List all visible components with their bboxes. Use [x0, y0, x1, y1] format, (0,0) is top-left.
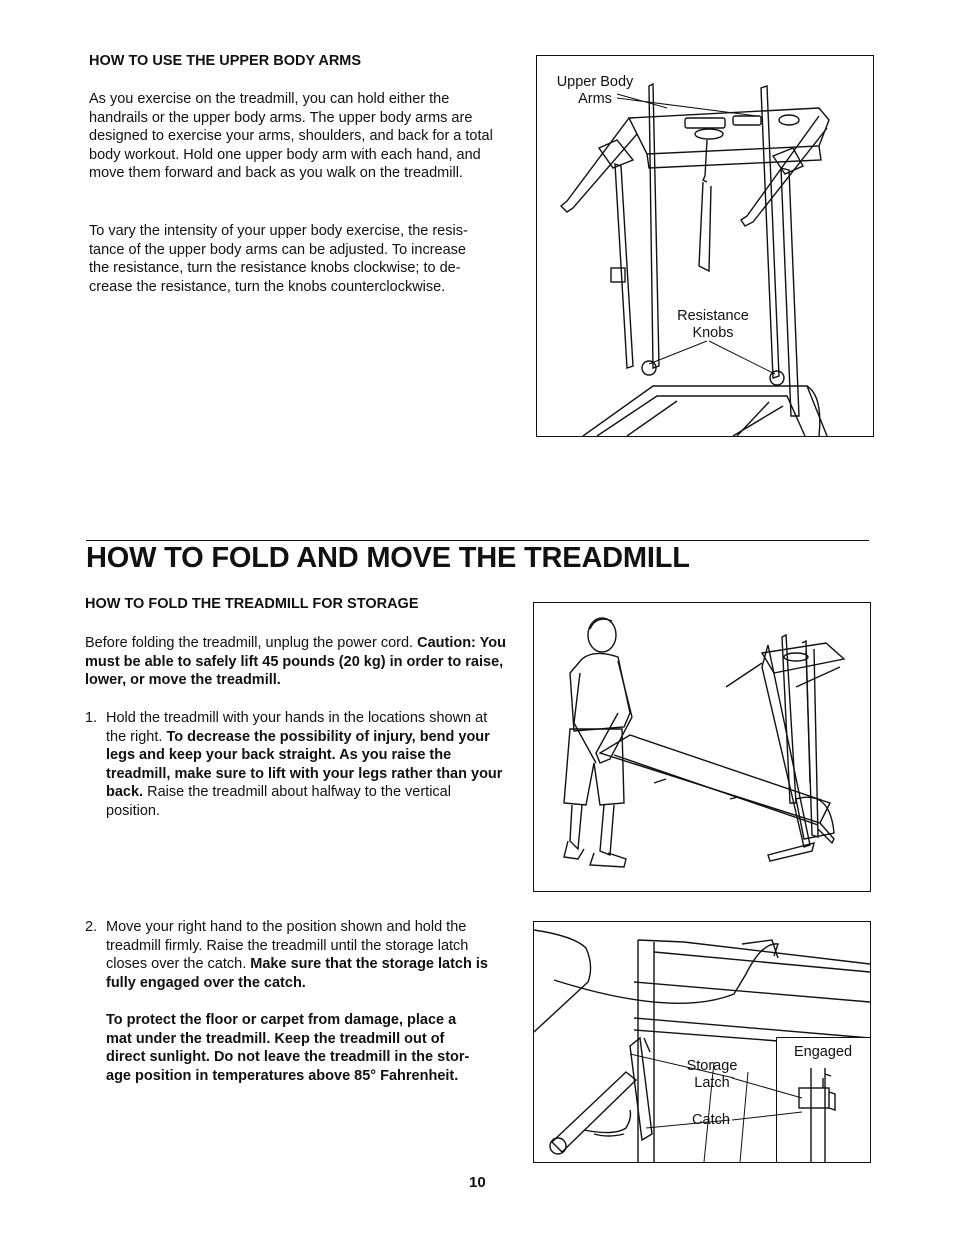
label-line: Latch [694, 1075, 730, 1091]
caution-text: Caution: You must be able to safely lift 45 pounds (20 kg) in order to raise, lower, or move the treadmill. [85, 635, 506, 689]
label-line: Resistance [677, 308, 749, 324]
paragraph-line: crease the resistance, turn the knobs counterclockwise. [89, 278, 446, 295]
step-number: 1. [85, 710, 98, 726]
label-line: Storage [686, 1058, 738, 1074]
step-warning: To decrease the possibility of injury, bend your legs and keep your back straight. As you raise the treadmill, make sure to lift with your legs rather than your back. [106, 728, 503, 801]
paragraph-line: the resistance, turn the resistance knobs clockwise; to de- [89, 260, 461, 277]
step-text: Move your right hand to the position shown and hold the treadmill firmly. Raise the treadmill until the storage latch closes over the catch. [106, 919, 469, 973]
inset-engaged [776, 1037, 871, 1163]
step-number: 2. [85, 919, 98, 935]
figure-upper-body-arms [536, 55, 874, 437]
label-line: Upper Body [556, 74, 634, 90]
note-line: To protect the floor or carpet from damage, place a [106, 1011, 457, 1028]
label-resistance-knobs [661, 308, 765, 342]
section-heading-upper-body-arms: HOW TO USE THE UPPER BODY ARMS [89, 53, 362, 69]
section-heading-fold: HOW TO FOLD THE TREADMILL FOR STORAGE [85, 596, 419, 612]
paragraph-intro [85, 634, 510, 690]
page-title: HOW TO FOLD AND MOVE THE TREADMILL [86, 542, 690, 574]
page-number: 10 [469, 1174, 486, 1191]
label-upper-body [551, 74, 639, 108]
label-engaged: Engaged [793, 1044, 853, 1060]
note-line: direct sunlight. Do not leave the treadmill in the stor- [106, 1049, 470, 1066]
label-line: Arms [578, 91, 612, 107]
paragraph-resistance [89, 222, 509, 296]
paragraph-line: To vary the intensity of your upper body exercise, the resis- [89, 223, 468, 239]
step-text: Raise the treadmill about halfway to the vertical position. [106, 784, 451, 819]
intro-text: Before folding the treadmill, unplug the power cord. [85, 635, 418, 651]
label-catch: Catch [692, 1112, 730, 1128]
note-line: age position in temperatures above 85° Fahrenheit. [106, 1067, 459, 1084]
step-1 [85, 709, 505, 821]
step-text: Hold the treadmill with your hands in the locations shown at the right. [106, 710, 488, 745]
paragraph-line: tance of the upper body arms can be adjusted. To increase [89, 241, 466, 258]
floor-protection-note [85, 1011, 505, 1085]
step-2 [85, 918, 505, 1085]
figure-storage-latch [533, 921, 871, 1163]
person-lifting-illustration [534, 603, 870, 891]
title-rule [86, 540, 869, 541]
label-storage-latch [672, 1058, 752, 1092]
label-line: Knobs [692, 325, 734, 341]
paragraph-upper-body-arms: As you exercise on the treadmill, you can hold either the handrails or the upper body arms. The upper body arms are designed to exercise your arms, shoulders, and back for a total body workout. Hold one upper body arm with each hand, and move them forward and back as you walk on the treadmill. [89, 91, 493, 182]
note-line: mat under the treadmill. Keep the treadmill out of [106, 1030, 445, 1047]
treadmill-arms-illustration [537, 56, 873, 436]
engaged-latch-detail [777, 1038, 871, 1163]
figure-lifting-treadmill [533, 602, 871, 892]
step-warning: Make sure that the storage latch is fully engaged over the catch. [106, 956, 488, 991]
